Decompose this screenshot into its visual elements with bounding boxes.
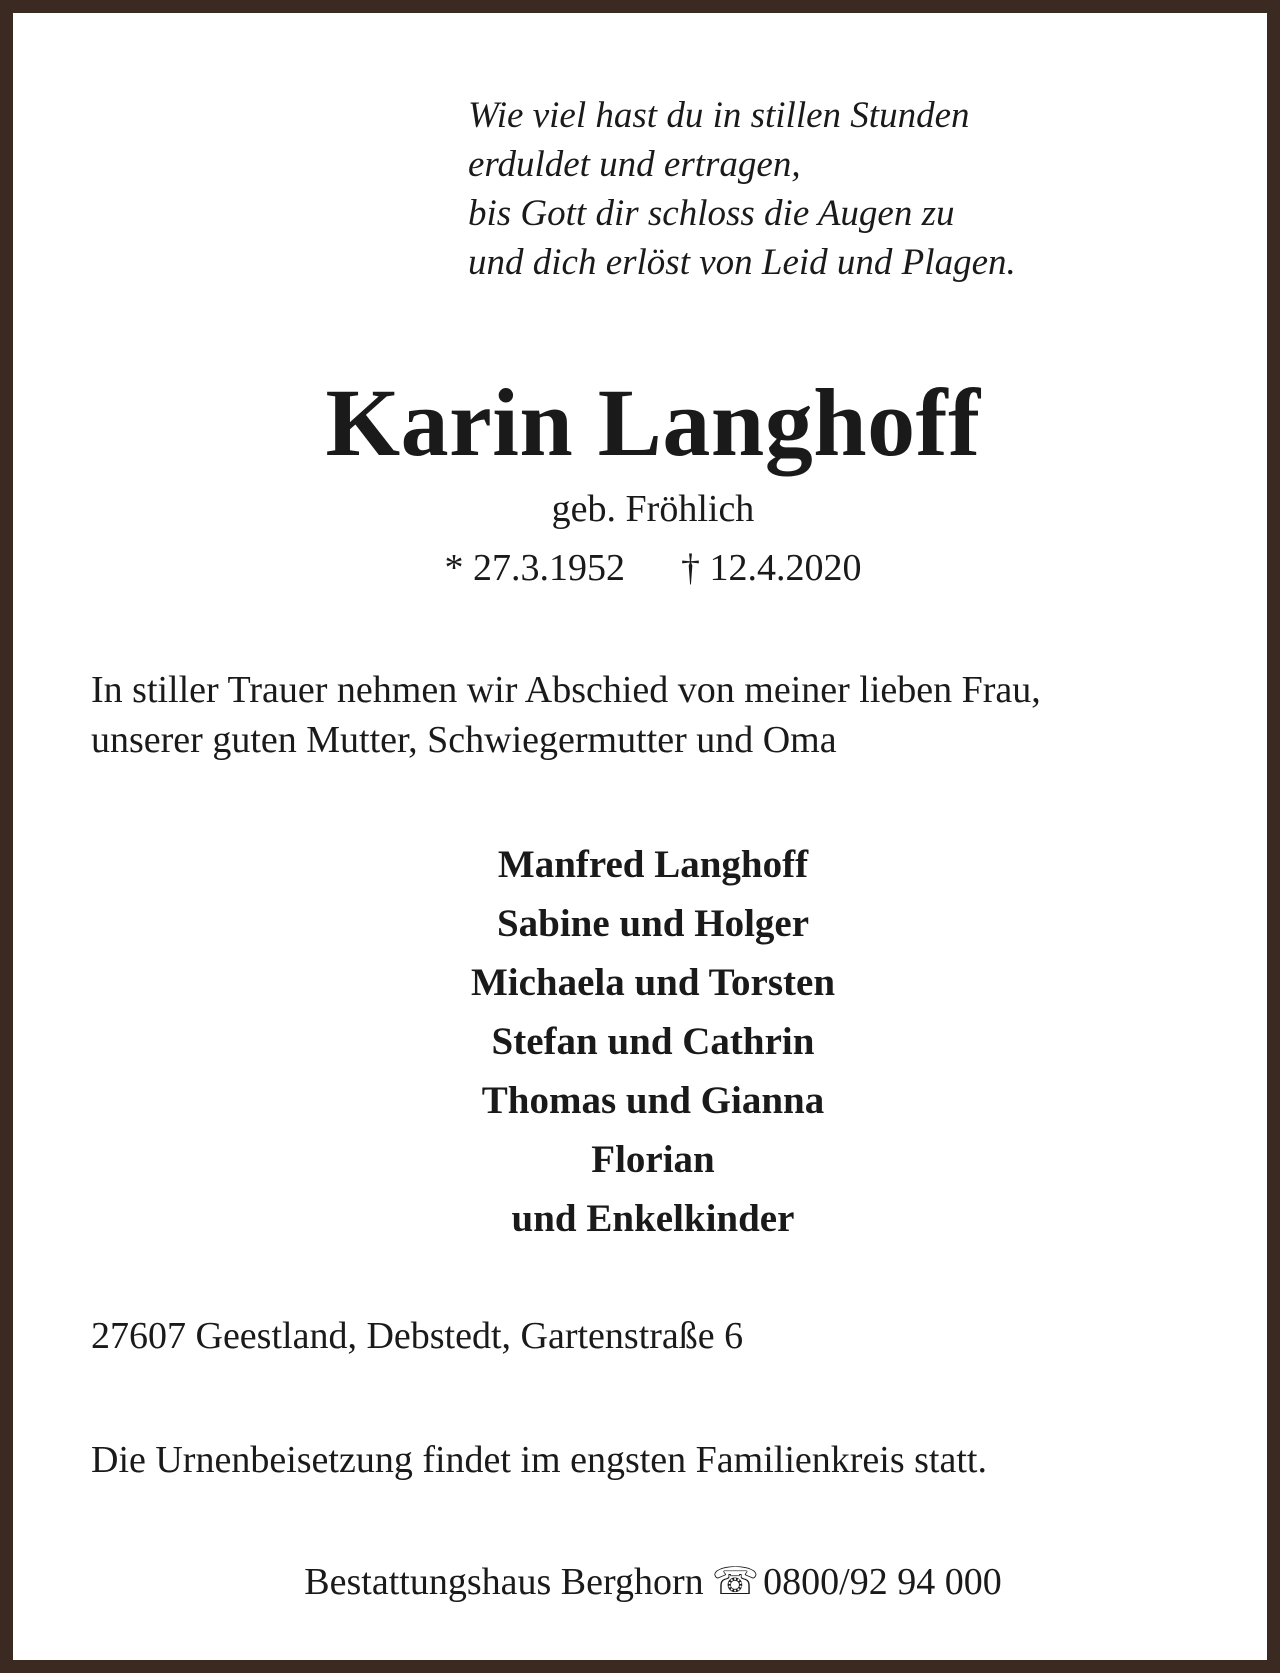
mourner: Stefan und Cathrin [491, 1020, 815, 1063]
mourner: Sabine und Holger [496, 902, 810, 945]
mourners-list [13, 835, 1280, 1248]
poem-line: und dich erlöst von Leid und Plagen. [468, 242, 1016, 283]
poem [468, 91, 1016, 287]
mourner: Florian [591, 1138, 715, 1181]
mourner: Thomas und Gianna [481, 1079, 825, 1122]
deceased-name: Karin Langhoff [325, 369, 981, 476]
mourning-intro [91, 665, 1041, 765]
intro-line: In stiller Trauer nehmen wir Abschied von meiner lieben Frau, [91, 669, 1041, 711]
maiden-name: geb. Fröhlich [551, 488, 755, 530]
funeral-home-phone: 0800/92 94 000 [763, 1561, 1002, 1603]
address: 27607 Geestland, Debstedt, Gartenstraße 6 [91, 1315, 744, 1357]
funeral-home [13, 1557, 1280, 1607]
poem-line: erduldet und ertragen, [468, 144, 801, 185]
mourner: und Enkelkinder [511, 1197, 795, 1240]
birth-date: * 27.3.1952 [444, 547, 625, 589]
funeral-home-name: Bestattungshaus Berghorn [304, 1561, 704, 1603]
phone-icon: ☏ [711, 1561, 760, 1603]
life-dates [13, 543, 1280, 593]
burial-note: Die Urnenbeisetzung findet im engsten Familienkreis statt. [91, 1439, 987, 1481]
mourner: Manfred Langhoff [497, 843, 809, 886]
mourner: Michaela und Torsten [470, 961, 836, 1004]
poem-line: Wie viel hast du in stillen Stunden [468, 95, 970, 136]
intro-line: unserer guten Mutter, Schwiegermutter und Oma [91, 719, 837, 761]
death-date: † 12.4.2020 [681, 547, 862, 589]
poem-line: bis Gott dir schloss die Augen zu [468, 193, 955, 234]
